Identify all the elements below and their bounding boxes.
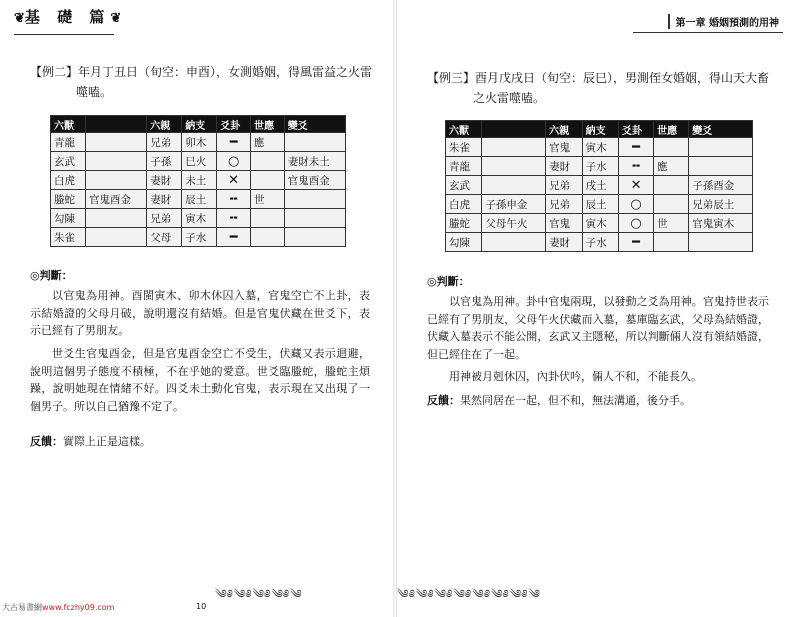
table-row	[51, 171, 346, 190]
yao-symbol: ○	[217, 152, 251, 171]
yao-symbol: ━	[619, 138, 654, 157]
yao-symbol: ━	[217, 133, 251, 152]
table-cell: 官鬼酉金	[284, 171, 345, 190]
column-header	[86, 116, 147, 133]
table-row	[446, 176, 753, 195]
site-name: 大古易書網	[2, 603, 42, 612]
column-header	[482, 121, 546, 138]
yao-symbol: ○	[619, 214, 654, 233]
table-cell: 子水	[182, 228, 217, 247]
table-cell: 白虎	[446, 195, 482, 214]
table-cell: 父母午火	[482, 214, 546, 233]
column-header: 納支	[182, 116, 217, 133]
table-row	[51, 152, 346, 171]
table-cell	[251, 209, 285, 228]
judgement-label: ◎判斷：	[30, 269, 73, 282]
table-cell: 玄武	[51, 152, 86, 171]
table-cell: 兄弟	[546, 195, 582, 214]
column-header: 變爻	[689, 121, 753, 138]
hexagram-table-2	[50, 115, 346, 247]
table-cell	[482, 138, 546, 157]
column-header: 爻卦	[619, 121, 654, 138]
table-cell	[689, 138, 753, 157]
site-url: www.fczhy09.com	[42, 603, 115, 612]
table-cell	[251, 228, 285, 247]
table-cell: 妻財未土	[284, 152, 345, 171]
table-cell: 勾陳	[51, 209, 86, 228]
table-row	[446, 195, 753, 214]
column-header: 六親	[147, 116, 182, 133]
feedback-text: 實際上正是這樣。	[63, 435, 151, 448]
hexagram-table-3	[445, 120, 753, 252]
column-header: 六親	[546, 121, 582, 138]
table-cell: 官鬼寅木	[689, 214, 753, 233]
table-cell: 妻財	[546, 157, 582, 176]
table-cell	[689, 233, 753, 252]
table-cell: 螣蛇	[51, 190, 86, 209]
table-cell	[482, 233, 546, 252]
table-cell: 兄弟	[546, 176, 582, 195]
yao-symbol: ━	[619, 233, 654, 252]
column-header: 爻卦	[217, 116, 251, 133]
feedback-label: 反饋：	[30, 435, 63, 448]
table-cell	[86, 171, 147, 190]
table-cell: 勾陳	[446, 233, 482, 252]
table-row	[51, 209, 346, 228]
table-cell: 寅木	[582, 214, 618, 233]
yao-symbol: ╍	[619, 157, 654, 176]
table-cell: 世	[654, 214, 689, 233]
example-2-title	[30, 62, 380, 102]
feedback	[30, 433, 151, 450]
table-cell: 子孫酉金	[689, 176, 753, 195]
table-cell: 兄弟	[147, 209, 182, 228]
yao-symbol: ✕	[217, 171, 251, 190]
column-header: 變爻	[284, 116, 345, 133]
table-cell: 寅木	[582, 138, 618, 157]
table-row	[446, 157, 753, 176]
table-cell: 寅木	[182, 209, 217, 228]
table-cell: 官鬼酉金	[86, 190, 147, 209]
table-cell: 青龍	[446, 157, 482, 176]
paragraph: 以官鬼為用神。酉閩寅木、卯木休囚入墓，官鬼空亡不上卦，表示結婚證的父母月破，說明還沒有結婚。但是官鬼伏藏在世爻下，表示已經有了男朋友。	[30, 289, 370, 337]
table-cell	[251, 171, 285, 190]
example-3-title	[427, 68, 787, 108]
title-line: 【例三】酉月戊戌日（旬空：辰巳），男測侄女婚姻，得山天大畜	[427, 71, 770, 85]
table-cell: 朱雀	[446, 138, 482, 157]
table-cell	[284, 190, 345, 209]
title-line: 之火雷噬嗑。	[473, 91, 546, 105]
title-line: 【例二】年月丁丑日（旬空：申酉），女測婚姻，得風雷益之火雷	[30, 65, 373, 79]
table-cell	[654, 195, 689, 214]
table-cell: 應	[654, 157, 689, 176]
page-number: 10	[196, 602, 207, 611]
ornament-icon: ❦	[14, 11, 25, 26]
table-row	[446, 138, 753, 157]
table-cell	[284, 133, 345, 152]
footer-ornament-icon: ༄༅༄༅༄༅༄༅༄	[215, 587, 303, 601]
table-cell: 兄弟辰土	[689, 195, 753, 214]
table-cell	[482, 157, 546, 176]
table-cell: 應	[251, 133, 285, 152]
table-header-row	[51, 116, 346, 133]
table-cell	[86, 133, 147, 152]
table-cell: 玄武	[446, 176, 482, 195]
table-cell: 巳火	[182, 152, 217, 171]
feedback-text: 果然同居在一起，但不和，無法溝通，後分手。	[460, 394, 691, 407]
table-cell: 卯木	[182, 133, 217, 152]
header-rule	[14, 34, 114, 35]
header-rule	[633, 32, 783, 33]
footer-ornament-icon: ༄༅༄༅༄༅༄༅༄༅༄༅༄༅༄	[397, 587, 541, 601]
table-row	[446, 233, 753, 252]
table-row	[446, 214, 753, 233]
table-cell: 白虎	[51, 171, 86, 190]
yao-symbol: ╍	[217, 209, 251, 228]
table-cell	[86, 152, 147, 171]
table-row	[51, 190, 346, 209]
table-cell: 青龍	[51, 133, 86, 152]
feedback-label: 反饋：	[427, 394, 460, 407]
table-cell: 子孫	[147, 152, 182, 171]
table-cell	[86, 209, 147, 228]
column-header: 納支	[582, 121, 618, 138]
table-cell	[284, 209, 345, 228]
table-cell: 兄弟	[147, 133, 182, 152]
table-cell: 辰土	[182, 190, 217, 209]
ornament-icon: ❦	[110, 11, 122, 26]
section-title: 基 礎 篇	[24, 8, 111, 26]
column-header: 世應	[251, 116, 285, 133]
column-header: 世應	[654, 121, 689, 138]
table-cell	[482, 176, 546, 195]
table-cell: 妻財	[147, 171, 182, 190]
paragraph: 以官鬼為用神。卦中官鬼兩現，以發動之爻為用神。官鬼持世表示已經有了男朋友，父母午火伏藏而入墓，墓庫臨玄武，父母為結婚證，伏藏入墓表示不能公開，玄武又主隱秘，所以判斷倆人沒有領結婚證，但已經住在了一起。	[427, 295, 769, 361]
judgement-label: ◎判斷：	[427, 275, 470, 288]
section-header	[14, 6, 121, 27]
table-header-row	[446, 121, 753, 138]
paragraph: 世爻生官鬼酉金，但是官鬼酉金空亡不受生，伏藏又表示迴避，說明這個男子態度不積極，不在乎她的愛意。世爻臨螣蛇，螣蛇主煩躁，說明她現在情緒不好。四爻未土動化官鬼，表示現在又出現了一個男子。所以自己猶豫不定了。	[30, 347, 370, 413]
table-cell: 螣蛇	[446, 214, 482, 233]
table-cell	[251, 152, 285, 171]
table-cell	[86, 228, 147, 247]
column-header: 六獸	[51, 116, 86, 133]
table-cell: 官鬼	[546, 138, 582, 157]
right-page	[397, 0, 793, 617]
yao-symbol: ━	[217, 228, 251, 247]
left-page	[0, 0, 396, 617]
table-cell: 官鬼	[546, 214, 582, 233]
title-line: 噬嗑。	[76, 85, 113, 99]
yao-symbol: ○	[619, 195, 654, 214]
table-cell: 父母	[147, 228, 182, 247]
table-cell: 辰土	[582, 195, 618, 214]
table-cell	[654, 233, 689, 252]
table-row	[51, 133, 346, 152]
feedback	[427, 392, 691, 409]
table-cell: 子水	[582, 233, 618, 252]
yao-symbol: ╍	[217, 190, 251, 209]
table-cell: 朱雀	[51, 228, 86, 247]
table-cell: 子孫申金	[482, 195, 546, 214]
yao-symbol: ✕	[619, 176, 654, 195]
paragraph: 用神被月剋休囚，內卦伏吟，倆人不和，不能長久。	[449, 370, 702, 383]
table-cell	[654, 138, 689, 157]
table-cell	[689, 157, 753, 176]
table-row	[51, 228, 346, 247]
table-cell: 戌土	[582, 176, 618, 195]
table-cell: 妻財	[147, 190, 182, 209]
table-cell	[654, 176, 689, 195]
table-cell: 妻財	[546, 233, 582, 252]
chapter-header: 第一章 婚姻預測的用神	[668, 14, 779, 29]
table-cell: 子水	[582, 157, 618, 176]
column-header: 六獸	[446, 121, 482, 138]
table-cell: 未土	[182, 171, 217, 190]
table-cell: 世	[251, 190, 285, 209]
footer-site	[2, 602, 114, 613]
table-cell	[284, 228, 345, 247]
